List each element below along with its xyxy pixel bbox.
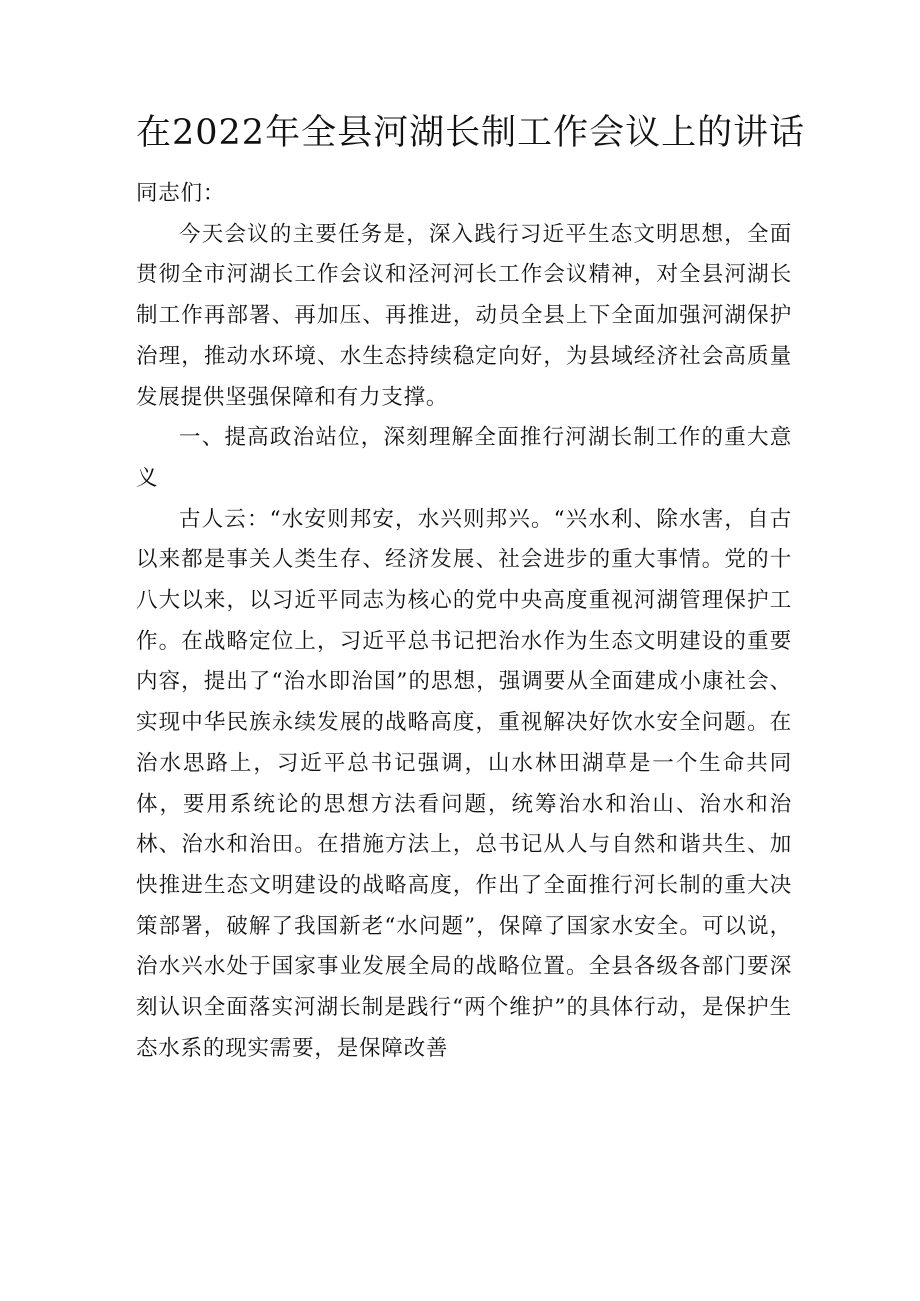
- document-body: [136, 172, 792, 1069]
- paragraph-significance: 古人云：“水安则邦安，水兴则邦兴。“兴水利、除水害，自古以来都是事关人类生存、经济发展、社会进步的重大事情。党的十八大以来，以习近平同志为核心的党中央高度重视河湖管理保护工作。在战略定位上，习近平总书记把治水作为生态文明建设的重要内容，提出了“治水即治国”的思想，强调要从全面建成小康社会、实现中华民族永续发展的战略高度，重视解决好饮水安全问题。在治水思路上，习近平总书记强调，山水林田湖草是一个生命共同体，要用系统论的思想方法看问题，统筹治水和治山、治水和治林、治水和治田。在措施方法上，总书记从人与自然和谐共生、加快推进生态文明建设的战略高度，作出了全面推行河长制的重大决策部署，破解了我国新老“水问题”，保障了国家水安全。可以说，治水兴水处于国家事业发展全局的战略位置。全县各级各部门要深刻认识全面落实河湖长制是践行“两个维护”的具体行动，是保护生态水系的现实需要，是保障改善: [136, 506, 792, 1061]
- section-heading-1: 一、提高政治站位，深刻理解全面推行河湖长制工作的重大意义: [136, 425, 792, 491]
- salutation: 同志们：: [136, 181, 226, 206]
- paragraph-intro: 今天会议的主要任务是，深入践行习近平生态文明思想，全面贯彻全市河湖长工作会议和泾河河长工作会议精神，对全县河湖长制工作再部署、再加压、再推进，动员全县上下全面加强河湖保护治理，推动水环境、水生态持续稳定向好，为县域经济社会高质量发展提供坚强保障和有力支撑。: [136, 221, 792, 410]
- document-title: 在2022年全县河湖长制工作会议上的讲话: [136, 113, 806, 153]
